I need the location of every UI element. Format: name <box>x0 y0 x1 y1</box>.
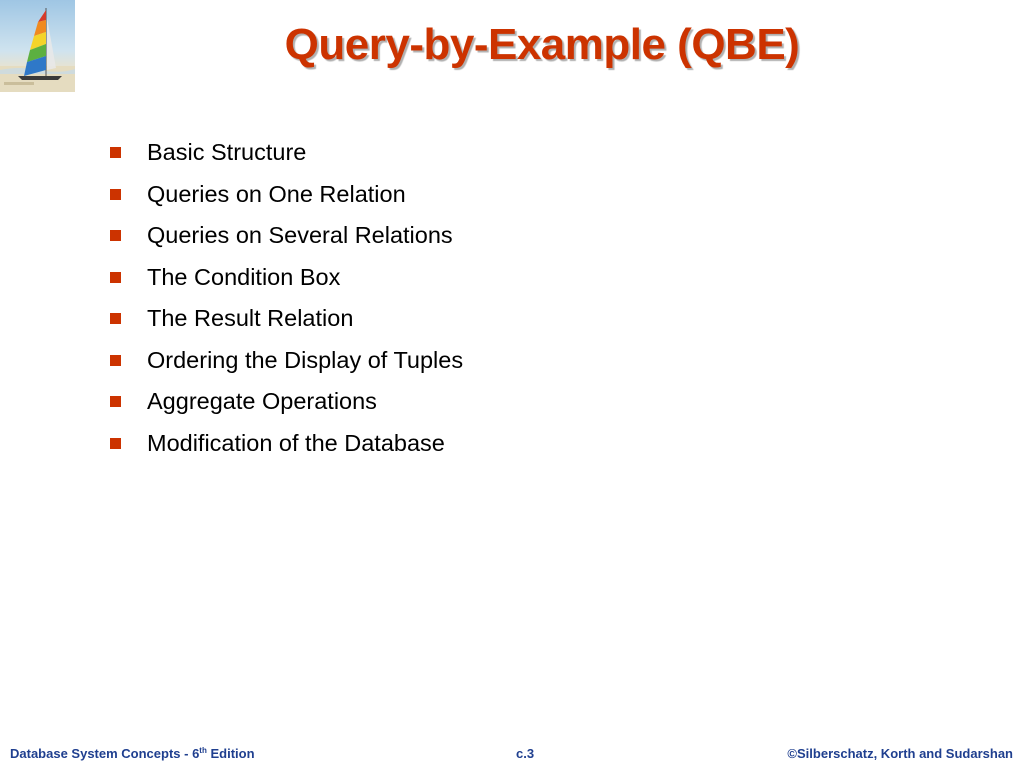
square-bullet-icon <box>110 147 121 158</box>
bullet-text: The Condition Box <box>147 263 341 290</box>
footer-page-number: c.3 <box>516 746 535 761</box>
bullet-text: Aggregate Operations <box>147 388 377 414</box>
footer-book-title <box>10 746 255 761</box>
square-bullet-icon <box>110 313 121 324</box>
slide-footer <box>0 744 1024 764</box>
bullet-item <box>110 427 463 469</box>
bullet-text: Queries on Several Relations <box>147 222 453 248</box>
bullet-item <box>110 302 463 344</box>
bullet-item <box>110 178 463 220</box>
bullet-text: Queries on One Relation <box>147 180 406 207</box>
bullet-text: Ordering the Display of Tuples <box>147 346 464 373</box>
bullet-text: Basic Structure <box>147 139 307 165</box>
bullet-item <box>110 344 463 386</box>
slide-title: Query-by-Example (QBE) <box>284 20 800 69</box>
footer-book-suffix: Edition <box>206 746 255 761</box>
square-bullet-icon <box>110 230 121 241</box>
bullet-list <box>110 136 463 468</box>
bullet-text: Modification of the Database <box>147 429 445 456</box>
bullet-item <box>110 261 463 303</box>
square-bullet-icon <box>110 396 121 407</box>
footer-book-prefix: Database System Concepts - 6 <box>10 746 200 761</box>
bullet-text: The Result Relation <box>147 305 354 331</box>
bullet-item <box>110 219 463 261</box>
square-bullet-icon <box>110 438 121 449</box>
bullet-item <box>110 136 463 178</box>
footer-copyright: ©Silberschatz, Korth and Sudarshan <box>787 746 1013 761</box>
footer-book-sup: th <box>199 746 207 755</box>
square-bullet-icon <box>110 355 121 366</box>
square-bullet-icon <box>110 272 121 283</box>
square-bullet-icon <box>110 189 121 200</box>
bullet-item <box>110 385 463 427</box>
